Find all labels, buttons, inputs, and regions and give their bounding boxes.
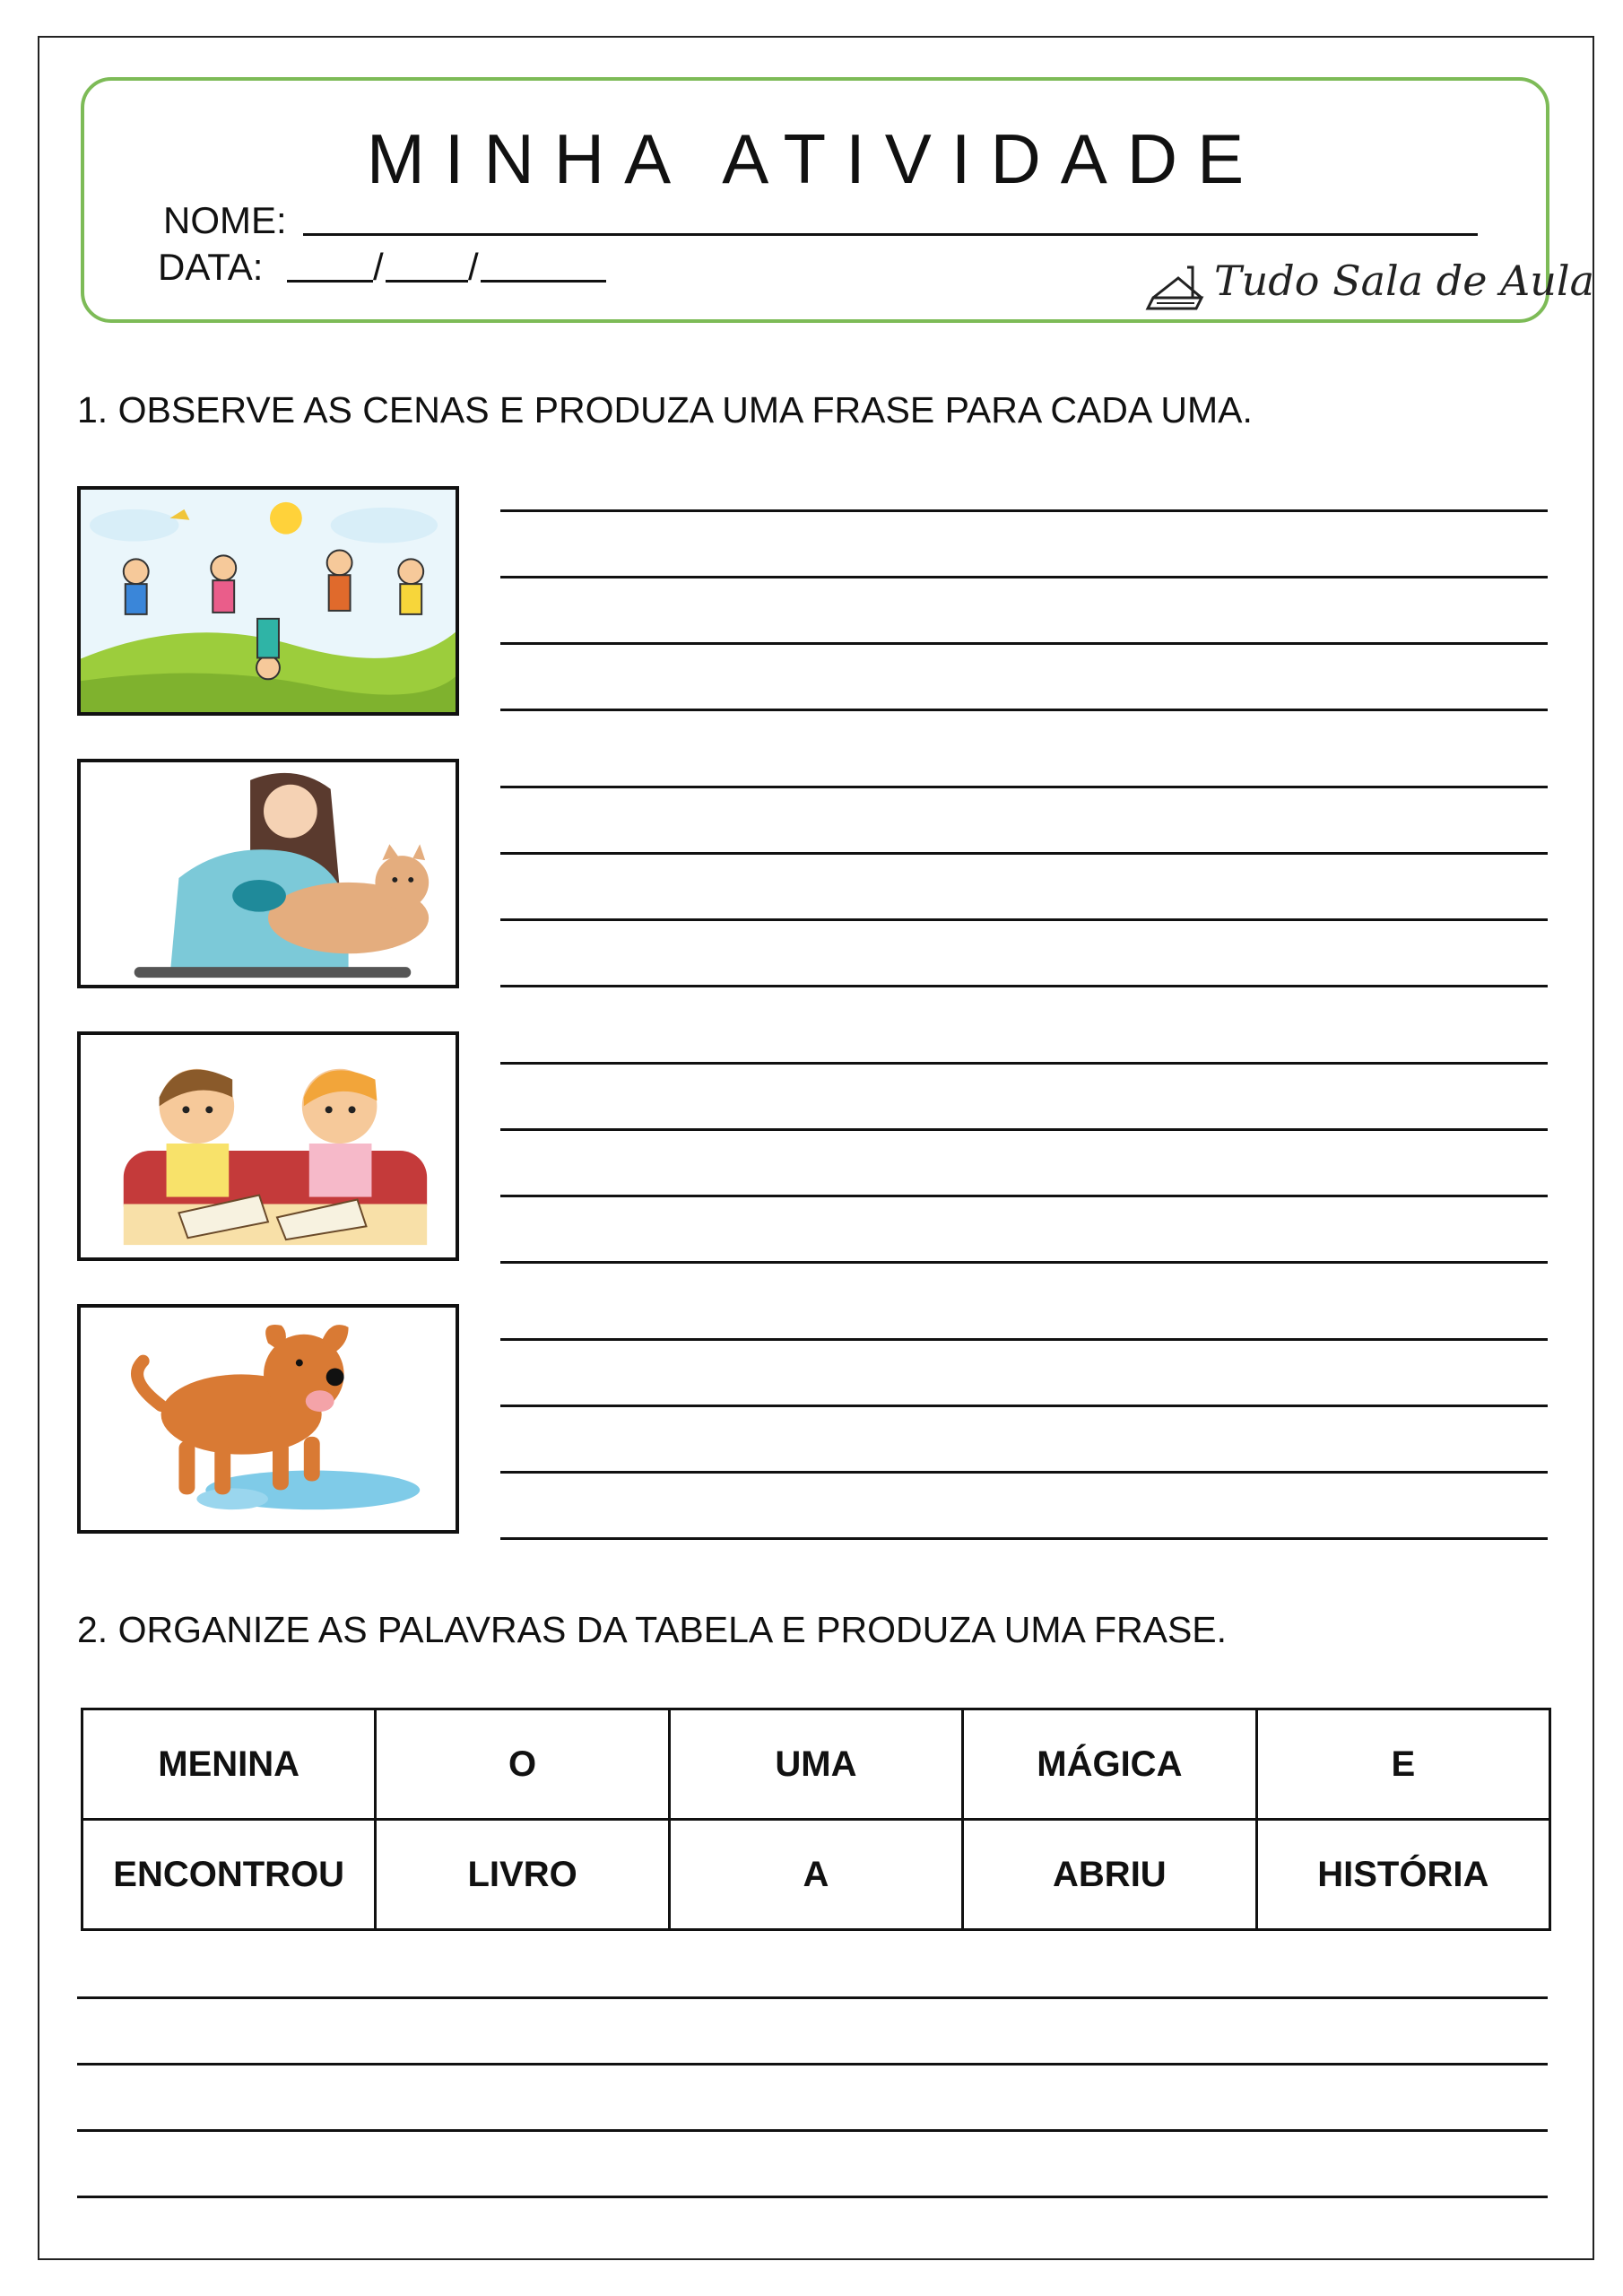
- book-icon: [1142, 262, 1214, 316]
- table-cell: MENINA: [82, 1709, 376, 1820]
- table-cell: HISTÓRIA: [1256, 1820, 1549, 1930]
- writing-line[interactable]: [500, 642, 1548, 645]
- table-cell: UMA: [669, 1709, 962, 1820]
- writing-line[interactable]: [500, 1062, 1548, 1065]
- writing-line[interactable]: [500, 985, 1548, 987]
- date-year-field[interactable]: [481, 280, 606, 283]
- date-label: DATA:: [158, 246, 264, 288]
- table-cell: A: [669, 1820, 962, 1930]
- dog-stepping-in-puddle-image: [77, 1304, 459, 1534]
- table-cell: LIVRO: [376, 1820, 669, 1930]
- writing-line[interactable]: [500, 1261, 1548, 1264]
- table-cell: MÁGICA: [963, 1709, 1256, 1820]
- table-cell: E: [1256, 1709, 1549, 1820]
- veterinarian-with-cat-image: [77, 759, 459, 988]
- writing-line[interactable]: [77, 2063, 1548, 2066]
- date-separator-2: /: [468, 246, 479, 288]
- date-month-field[interactable]: [386, 280, 468, 283]
- table-cell: ABRIU: [963, 1820, 1256, 1930]
- writing-line[interactable]: [77, 2129, 1548, 2132]
- writing-line[interactable]: [500, 709, 1548, 711]
- writing-line[interactable]: [500, 1338, 1548, 1341]
- word-table: [81, 1708, 1551, 1931]
- writing-line[interactable]: [500, 509, 1548, 512]
- date-separator-1: /: [373, 246, 384, 288]
- two-boys-reading-books-image: [77, 1031, 459, 1261]
- page-title: MINHA ATIVIDADE: [366, 119, 1264, 198]
- writing-line[interactable]: [500, 576, 1548, 578]
- writing-line[interactable]: [500, 1128, 1548, 1131]
- writing-line[interactable]: [500, 1405, 1548, 1407]
- writing-line[interactable]: [500, 1471, 1548, 1474]
- table-row: [82, 1820, 1550, 1930]
- question-1-text: 1. OBSERVE AS CENAS E PRODUZA UMA FRASE PARA CADA UMA.: [77, 389, 1253, 430]
- children-playing-outdoors-image: [77, 486, 459, 716]
- writing-line[interactable]: [500, 786, 1548, 788]
- header-box: [81, 77, 1595, 323]
- logo-text: Tudo Sala de Aula: [1214, 257, 1595, 305]
- date-day-field[interactable]: [287, 280, 373, 283]
- writing-line[interactable]: [500, 1537, 1548, 1540]
- writing-line[interactable]: [77, 1996, 1548, 1999]
- table-row: [82, 1709, 1550, 1820]
- table-cell: ENCONTROU: [82, 1820, 376, 1930]
- writing-line[interactable]: [500, 918, 1548, 921]
- table-cell: O: [376, 1709, 669, 1820]
- name-field[interactable]: [303, 233, 1478, 236]
- name-label: NOME:: [163, 199, 287, 241]
- writing-line[interactable]: [500, 1195, 1548, 1197]
- writing-line[interactable]: [77, 2196, 1548, 2198]
- logo: [1142, 257, 1595, 319]
- question-2-text: 2. ORGANIZE AS PALAVRAS DA TABELA E PRODUZA UMA FRASE.: [77, 1609, 1228, 1650]
- writing-line[interactable]: [500, 852, 1548, 855]
